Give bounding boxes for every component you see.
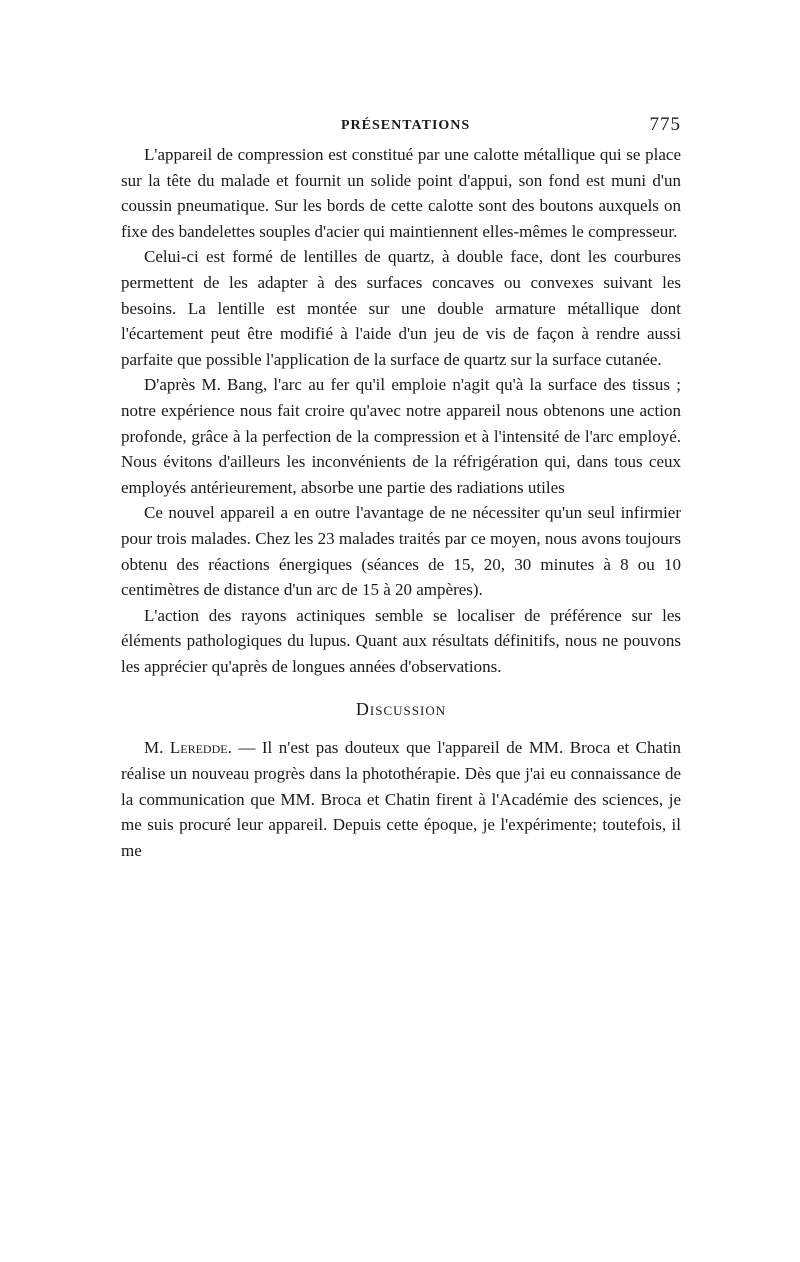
speaker-separator: —: [231, 738, 262, 758]
speaker-name: M. Leredde.: [144, 738, 232, 758]
section-heading-discussion: Discussion: [355, 699, 447, 720]
header-title: PRÉSENTATIONS: [341, 118, 471, 133]
paragraph-quartz-lenses: Celui-ci est formé de lentilles de quartz, à double face, dont les courbures permettent de les adapter à des surfaces concaves ou convexes suivant les besoins. La lentille est montée sur une double armature métallique dont l'écartement peut être modifié à l'aide d'un jeu de vis de façon à rendre aussi parfaite que possible l'application de la surface de quartz sur la surface cutanée.: [121, 247, 681, 369]
document-page: [121, 112, 681, 863]
paragraph-compression-device: L'appareil de compression est constitué par une calotte métallique qui se place sur la tête du malade et fournit un solide point d'appui, son fond est muni d'un coussin pneumatique. Sur les bords de cette calotte sont des boutons auxquels on fixe des bandelettes souples d'acier qui maintiennent elles-mêmes le compresseur.: [121, 145, 681, 241]
discussion-text: Il n'est pas douteux que l'appareil de MM. Broca et Chatin réalise un nouveau progrès dans la photothérapie. Dès que j'ai eu connaissance de la communication que MM. Broca et Chatin firent à l'Académie des sciences, je me suis procuré leur appareil. Depuis cette époque, je l'expérimente; toutefois, il me: [121, 738, 682, 860]
paragraph-actinic-rays: L'action des rayons actiniques semble se localiser de préférence sur les éléments pathologiques du lupus. Quant aux résultats définitifs, nous ne pouvons les apprécier qu'après de longues années d'observations.: [121, 605, 681, 676]
paragraph-new-device-advantage: Ce nouvel appareil a en outre l'avantage de ne nécessiter qu'un seul infirmier pour trois malades. Chez les 23 malades traités par ce moyen, nous avons toujours obtenu des réactions énergiques (séances de 15, 20, 30 minutes à 8 ou 10 centimètres de distance d'un arc de 15 à 20 ampères).: [121, 503, 681, 600]
paragraph-leredde: [121, 735, 681, 863]
paragraph-bang-comparison: D'après M. Bang, l'arc au fer qu'il emploie n'agit qu'à la surface des tissus ; notre expérience nous fait croire qu'avec notre appareil nous obtenons une action profonde, grâce à la perfection de la compression et à l'intensité de l'arc employé. Nous évitons d'ailleurs les inconvénients de la réfrigération qui, dans tous ceux employés antérieurement, absorbe une partie des radiations utiles: [121, 375, 681, 497]
running-head: [121, 112, 681, 142]
page-number: 775: [649, 114, 681, 135]
